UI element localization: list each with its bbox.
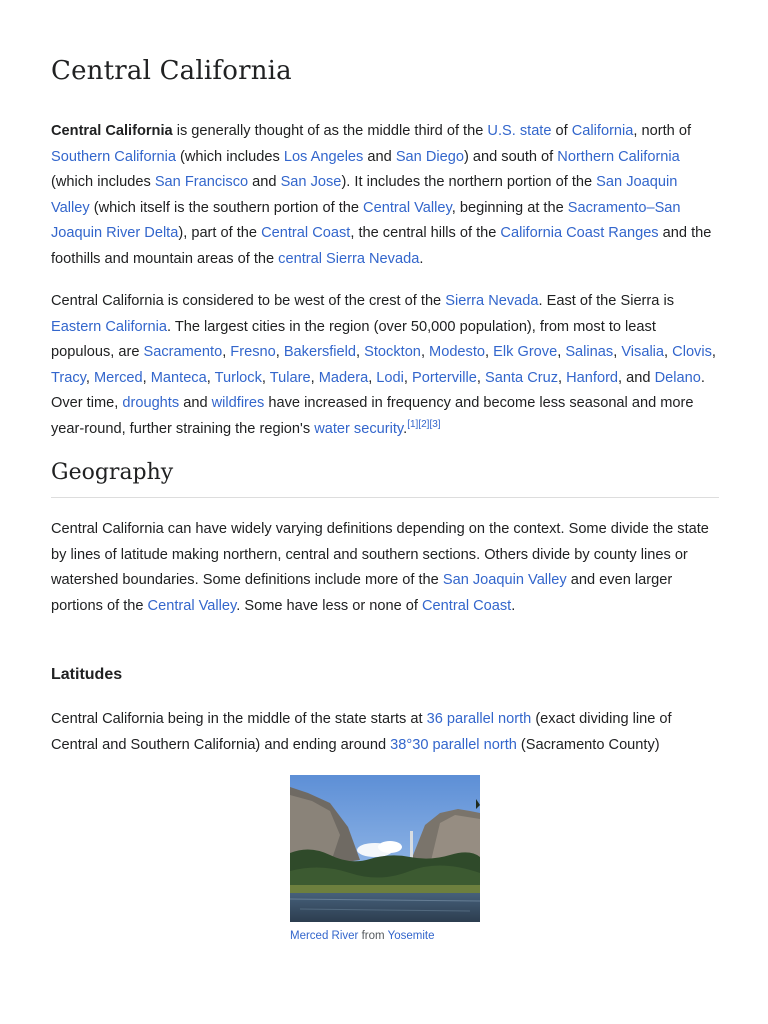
link-central-coast[interactable]: Central Coast	[261, 225, 351, 242]
link-lodi[interactable]: Lodi	[376, 369, 404, 386]
text-run: , beginning at the	[451, 199, 568, 216]
text-run: . Over time,	[51, 369, 705, 412]
reference-link[interactable]: [1]	[407, 419, 419, 431]
text-run: from	[358, 930, 388, 942]
reference-link[interactable]: [2]	[418, 419, 430, 431]
link-california[interactable]: California	[571, 123, 634, 139]
text-run: .	[419, 250, 424, 267]
text-run: (which includes	[175, 148, 284, 165]
text-run: .	[403, 420, 408, 437]
text-run: ,	[420, 344, 430, 361]
link-san-francisco[interactable]: San Francisco	[154, 174, 249, 191]
text-run: (which includes	[51, 174, 155, 191]
text-run: ,	[557, 344, 566, 361]
text-run: ,	[476, 369, 485, 386]
link-eastern-california[interactable]: Eastern California	[51, 318, 167, 335]
text-run: ,	[275, 344, 284, 361]
text-run: and	[363, 148, 396, 165]
text-run: . The largest cities in the region (over 50,000 population), from most to least populous, are	[51, 318, 656, 361]
intro-paragraph	[51, 119, 719, 273]
text-run: and	[179, 395, 212, 412]
link-central-valley[interactable]: Central Valley	[147, 597, 237, 614]
text-run: (Sacramento County)	[516, 736, 660, 753]
text-run: Central California is considered to be west of the crest of the	[51, 293, 446, 309]
link-merced[interactable]: Merced	[93, 369, 143, 386]
link-droughts[interactable]: droughts	[122, 395, 180, 412]
link-northern-california[interactable]: Northern California	[557, 148, 680, 165]
text-run: ,	[206, 369, 215, 386]
link-central-coast[interactable]: Central Coast	[422, 597, 512, 614]
text-run: ). It includes the northern portion of the	[341, 174, 597, 191]
text-run: have increased in frequency and become less seasonal and more year-round, further straining the region's	[51, 395, 694, 437]
link-san-jose[interactable]: San Jose	[280, 174, 342, 191]
link-santa-cruz[interactable]: Santa Cruz	[485, 369, 559, 386]
link-porterville[interactable]: Porterville	[412, 369, 477, 386]
link-southern-california[interactable]: Southern California	[51, 148, 176, 165]
section-heading-geography: Geography	[51, 460, 719, 498]
link-madera[interactable]: Madera	[318, 369, 369, 386]
link-san-joaquin-valley[interactable]: San Joaquin Valley	[442, 572, 567, 589]
reference-superscript	[407, 416, 418, 430]
text-run: .	[511, 597, 516, 614]
link-central-valley[interactable]: Central Valley	[363, 199, 452, 216]
link-san-joaquin-valley[interactable]: San Joaquin Valley	[51, 174, 678, 216]
text-run: ,	[711, 344, 716, 361]
link-fresno[interactable]: Fresno	[230, 344, 276, 361]
text-run: ,	[403, 369, 412, 386]
figure-caption	[290, 928, 480, 944]
text-run: . Some have less or none of	[236, 597, 423, 614]
link-sacramento[interactable]: Sacramento	[143, 344, 223, 361]
text-run: ,	[613, 344, 622, 361]
text-run: Central California can have widely varying definitions depending on the context. Some divide the state by lines of latitude making northern, central and southern sections. Others divide by county lines or watershed boundaries. Some definitions include more of the	[51, 521, 709, 589]
text-run: of	[551, 123, 572, 139]
link-38-30-parallel-north[interactable]: 38°30 parallel north	[390, 736, 517, 753]
link-visalia[interactable]: Visalia	[621, 344, 665, 361]
link-central-sierra-nevada[interactable]: central Sierra Nevada	[278, 250, 420, 267]
link-turlock[interactable]: Turlock	[214, 369, 262, 386]
link-delano[interactable]: Delano	[654, 369, 701, 386]
text-run: ,	[310, 369, 319, 386]
reference-superscript	[429, 416, 440, 430]
reference-superscript	[418, 416, 429, 430]
text-run: ,	[261, 369, 270, 386]
link-bakersfield[interactable]: Bakersfield	[283, 344, 357, 361]
latitudes-paragraph	[51, 707, 719, 758]
link-u-s-state[interactable]: U.S. state	[487, 123, 552, 139]
text-run: and	[248, 174, 281, 191]
figure-merced-river	[290, 775, 480, 944]
link-water-security[interactable]: water security	[314, 420, 404, 437]
link-clovis[interactable]: Clovis	[672, 344, 712, 361]
text-run: ,	[368, 369, 377, 386]
link-san-diego[interactable]: San Diego	[395, 148, 464, 165]
link-elk-grove[interactable]: Elk Grove	[493, 344, 558, 361]
link-wildfires[interactable]: wildfires	[211, 395, 265, 412]
link-stockton[interactable]: Stockton	[364, 344, 421, 361]
link-tulare[interactable]: Tulare	[269, 369, 311, 386]
text-run: (which itself is the southern portion of the	[89, 199, 364, 216]
page-title: Central California	[51, 56, 292, 86]
link-hanford[interactable]: Hanford	[566, 369, 619, 386]
text-run: , the central hills of the	[350, 225, 501, 242]
text-run: , north of	[633, 123, 692, 139]
text-run: ,	[485, 344, 494, 361]
text-run: Central California being in the middle of the state starts at	[51, 711, 427, 727]
text-run: and even larger portions of the	[51, 572, 673, 614]
text-run: and the foothills and mountain areas of the	[51, 225, 712, 267]
text-run: ,	[664, 344, 673, 361]
text-run: is generally thought of as the middle third of the	[172, 123, 488, 139]
bold-term: Central California	[51, 123, 173, 139]
section-heading-latitudes: Latitudes	[51, 666, 123, 683]
text-run: . East of the Sierra is	[538, 293, 674, 309]
link-merced-river[interactable]: Merced River	[290, 930, 359, 942]
text-run: ,	[222, 344, 231, 361]
text-run: ), part of the	[178, 225, 262, 242]
link-modesto[interactable]: Modesto	[429, 344, 486, 361]
link-sacramento-san-joaquin-river-delta[interactable]: Sacramento–San Joaquin River Delta	[51, 199, 681, 242]
text-run: ,	[356, 344, 365, 361]
cities-paragraph	[51, 289, 719, 443]
link-yosemite[interactable]: Yosemite	[387, 930, 435, 942]
link-sierra-nevada[interactable]: Sierra Nevada	[445, 293, 539, 309]
text-run: (exact dividing line of Central and Southern California) and ending around	[51, 711, 672, 753]
merced-river-photo[interactable]	[290, 775, 480, 922]
text-run: ) and south of	[463, 148, 558, 165]
link-tracy[interactable]: Tracy	[51, 369, 86, 386]
reference-link[interactable]: [3]	[429, 419, 441, 431]
text-run: ,	[85, 369, 94, 386]
text-run: ,	[142, 369, 151, 386]
geography-paragraph	[51, 517, 719, 619]
link-los-angeles[interactable]: Los Angeles	[283, 148, 364, 165]
link-36-parallel-north[interactable]: 36 parallel north	[426, 711, 532, 727]
text-run: ,	[558, 369, 567, 386]
link-california-coast-ranges[interactable]: California Coast Ranges	[500, 225, 659, 242]
link-manteca[interactable]: Manteca	[150, 369, 207, 386]
link-salinas[interactable]: Salinas	[565, 344, 614, 361]
text-run: , and	[618, 369, 655, 386]
